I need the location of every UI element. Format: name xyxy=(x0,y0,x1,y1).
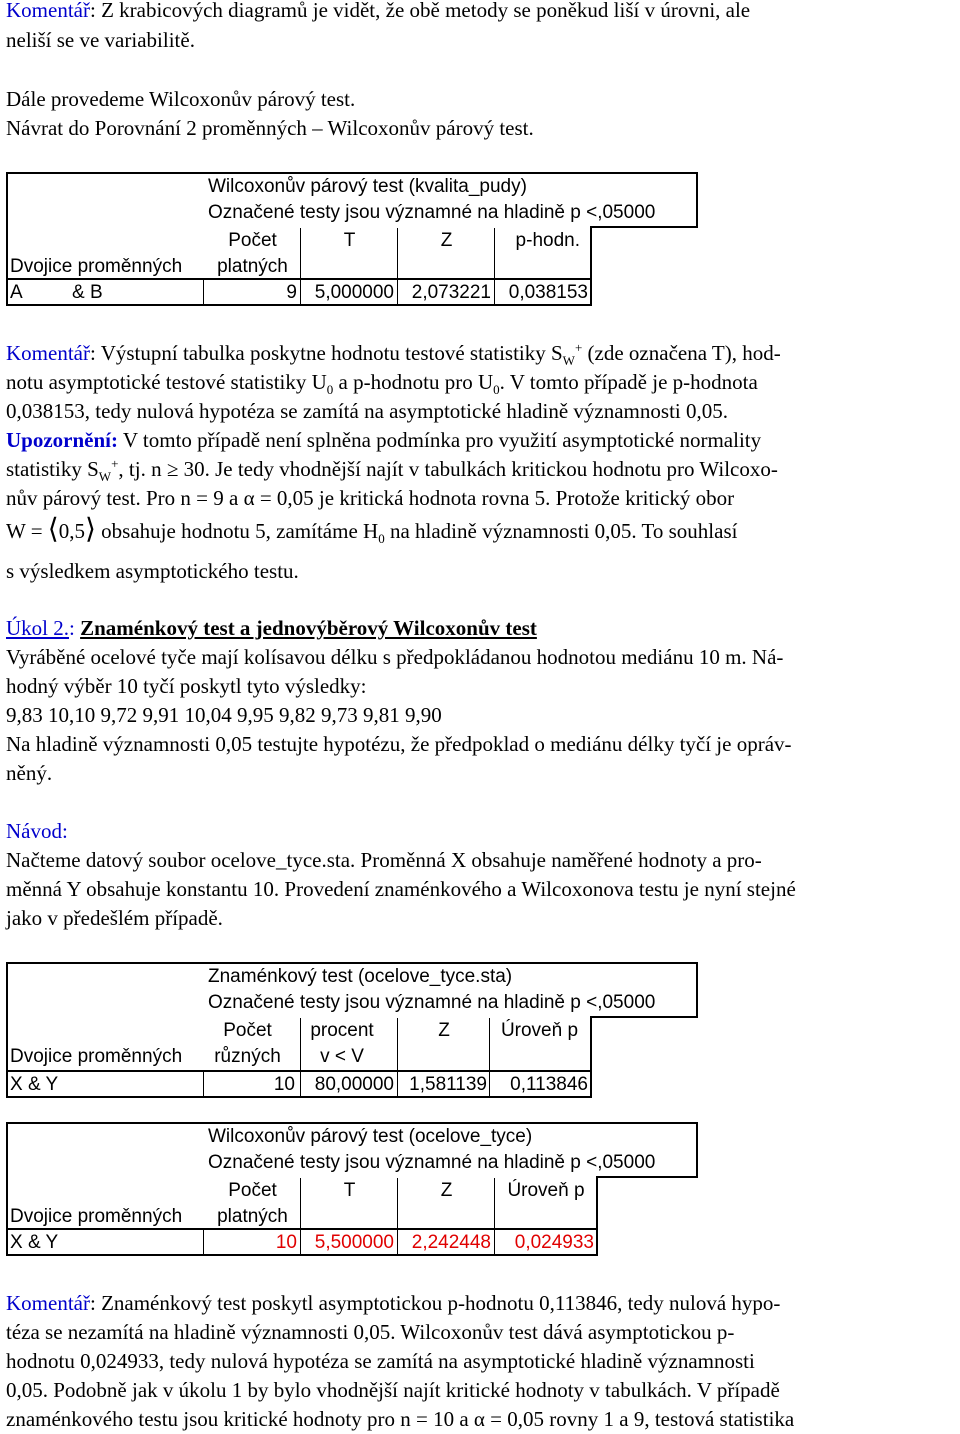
cell-p: 0,038153 xyxy=(508,282,588,303)
cell-count: 9 xyxy=(286,282,297,303)
task-2-line-5: něný. xyxy=(6,761,53,785)
header-percent: procent xyxy=(310,1020,374,1041)
row-header: Dvojice proměnných xyxy=(10,1206,183,1227)
row-label: X & Y xyxy=(10,1232,59,1253)
table-title: Znaménkový test (ocelove_tyce.sta) xyxy=(208,966,513,987)
header-count: Počet xyxy=(228,1180,277,1201)
table-subtitle: Označené testy jsou významné na hladině p <,05000 xyxy=(208,992,656,1013)
intro-line-1: Dále provedeme Wilcoxonův párový test. xyxy=(6,87,356,111)
comment-3-line-5: znaménkového testu jsou kritické hodnoty pro n = 10 a α = 0,05 rovny 1 a 9, testová statistika xyxy=(6,1407,795,1431)
row-label-a: A xyxy=(10,282,23,303)
comment-label: Komentář xyxy=(6,1291,90,1315)
comment-label: Komentář xyxy=(6,0,90,22)
cell-t: 5,000000 xyxy=(314,282,394,303)
table-title: Wilcoxonův párový test (kvalita_pudy) xyxy=(208,176,527,197)
header-count-sub: platných xyxy=(217,1206,288,1227)
table-title: Wilcoxonův párový test (ocelove_tyce) xyxy=(208,1126,533,1147)
guide-line-1: Načteme datový soubor ocelove_tyce.sta. Proměnná X obsahuje naměřené hodnoty a pro- xyxy=(6,848,762,872)
header-p: p-hodn. xyxy=(515,230,580,251)
ge-symbol: ≥ xyxy=(166,457,179,481)
intro-line-2: Návrat do Porovnání 2 proměnných – Wilcoxonův párový test. xyxy=(6,116,534,140)
header-t: T xyxy=(343,1180,356,1201)
cell-p: 0,024933 xyxy=(514,1232,594,1253)
header-count: Počet xyxy=(228,230,277,251)
comment-2-line-1: Komentář: Výstupní tabulka poskytne hodnotu testové statistiky $S_W^+$ (zde označena T), hod- xyxy=(6,340,781,369)
comment-2-line-3: 0,038153, tedy nulová hypotéza se zamítá na asymptotické hladině významnosti 0,05. xyxy=(6,399,728,423)
comment-3-line-4: 0,05. Podobně jak v úkolu 1 by bylo vhodnější najít kritické hodnoty v tabulkách. V případě xyxy=(6,1378,780,1402)
header-count: Počet xyxy=(223,1020,272,1041)
comment-1-line-2: neliší se ve variabilitě. xyxy=(6,28,195,52)
cell-t: 5,500000 xyxy=(314,1232,394,1253)
row-header: Dvojice proměnných xyxy=(10,1046,183,1067)
header-z: Z xyxy=(440,1180,453,1201)
task-2-heading: Úkol 2.: Znaménkový test a jednovýběrový Wilcoxonův test xyxy=(6,616,537,640)
task-2-line-2: hodný výběr 10 tyčí poskytl tyto výsledky: xyxy=(6,674,367,698)
comment-1-line-1: Komentář: Z krabicových diagramů je vidět, že obě metody se poněkud liší v úrovni, ale xyxy=(6,0,751,22)
comment-2-line-6: nův párový test. Pro n = 9 a α = 0,05 je kritická hodnota rovna 5. Protože kritický obor xyxy=(6,486,735,510)
header-count-sub: platných xyxy=(217,256,288,277)
header-percent-sub: v < V xyxy=(320,1046,364,1067)
comment-3-line-1: Komentář: Znaménkový test poskytl asymptotickou p-hodnotu 0,113846, tedy nulová hypo- xyxy=(6,1291,781,1315)
cell-count: 10 xyxy=(275,1232,297,1253)
comment-2-line-7: W = ⟨0,5⟩ obsahuje hodnotu 5, zamítáme $H_0$ na hladině významnosti 0,05. To souhlasí xyxy=(6,514,738,547)
comment-2-line-2: notu asymptotické testové statistiky $U_0$ a p-hodnotu pro $U_0$. V tomto případě je p-hodnota xyxy=(6,370,758,398)
left-angle-bracket: ⟨ xyxy=(47,514,59,545)
warning-label: Upozornění: xyxy=(6,428,118,452)
task-label: Úkol 2. xyxy=(6,616,69,640)
table-subtitle: Označené testy jsou významné na hladině p <,05000 xyxy=(208,202,656,223)
header-count-sub: různých xyxy=(214,1046,281,1067)
table-subtitle: Označené testy jsou významné na hladině p <,05000 xyxy=(208,1152,656,1173)
cell-p: 0,113846 xyxy=(510,1074,588,1095)
cell-percent: 80,00000 xyxy=(314,1074,394,1095)
task-2-values: 9,83 10,10 9,72 9,91 10,04 9,95 9,82 9,73 9,81 9,90 xyxy=(6,703,442,727)
comment-2-line-5: statistiky $S_W^+$, tj. n ≥ 30. Je tedy vhodnější najít v tabulkách kritickou hodnotu pro Wilcoxo- xyxy=(6,456,778,485)
header-p: Úroveň p xyxy=(507,1180,585,1201)
cell-z: 1,581139 xyxy=(409,1074,487,1095)
comment-2-line-4: Upozornění: V tomto případě není splněna podmínka pro využití asymptotické normality xyxy=(6,428,762,452)
right-angle-bracket: ⟩ xyxy=(84,514,96,545)
task-2-line-4: Na hladině významnosti 0,05 testujte hypotézu, že předpoklad o mediánu délky tyčí je opráv- xyxy=(6,732,792,756)
comment-label: Komentář xyxy=(6,341,90,365)
cell-z: 2,073221 xyxy=(411,282,491,303)
task-title: Znaménkový test a jednovýběrový Wilcoxonův test xyxy=(80,616,537,640)
row-label-b: & B xyxy=(72,282,103,303)
guide-label: Návod: xyxy=(6,819,68,843)
comment-3-line-2: téza se nezamítá na hladině významnosti 0,05. Wilcoxonův test dává asymptotickou p- xyxy=(6,1320,735,1344)
cell-count: 10 xyxy=(273,1074,295,1095)
task-2-line-1: Vyráběné ocelové tyče mají kolísavou délku s předpokládanou hodnotou mediánu 10 m. Ná- xyxy=(6,645,784,669)
header-z: Z xyxy=(440,230,453,251)
row-label: X & Y xyxy=(10,1074,59,1095)
header-p: Úroveň p xyxy=(500,1020,579,1041)
row-header: Dvojice proměnných xyxy=(10,256,183,277)
guide-line-2: měnná Y obsahuje konstantu 10. Provedení znaménkového a Wilcoxonova testu je nyní stejné xyxy=(6,877,796,901)
header-z: Z xyxy=(438,1020,450,1041)
comment-2-line-8: s výsledkem asymptotického testu. xyxy=(6,559,299,583)
comment-3-line-3: hodnotu 0,024933, tedy nulová hypotéza se zamítá na asymptotické hladině významnosti xyxy=(6,1349,755,1373)
guide-line-3: jako v předešlém případě. xyxy=(6,906,223,930)
header-t: T xyxy=(343,230,356,251)
cell-z: 2,242448 xyxy=(411,1232,491,1253)
